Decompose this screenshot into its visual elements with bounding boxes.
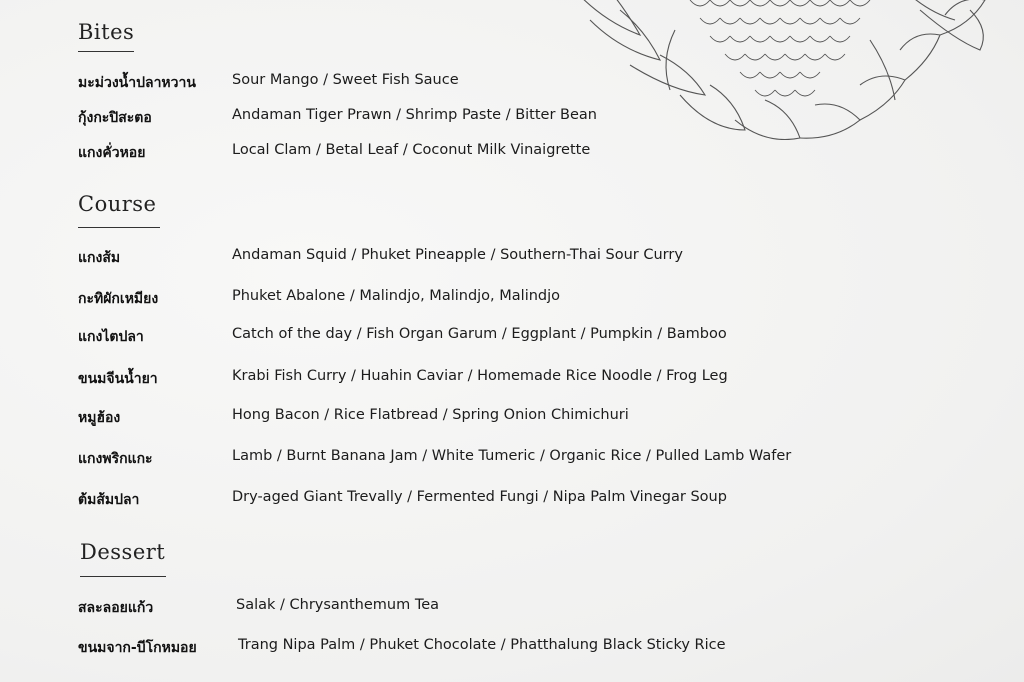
section-title-course: Course xyxy=(78,192,157,216)
section-title-bites: Bites xyxy=(78,20,135,44)
menu-item-description: Sour Mango / Sweet Fish Sauce xyxy=(232,72,459,88)
menu-item-thai-name: ขนมจาก-บีโกหมอย xyxy=(78,640,197,656)
menu-item-description: Hong Bacon / Rice Flatbread / Spring Onion Chimichuri xyxy=(232,407,629,423)
menu-item-thai-name: สละลอยแก้ว xyxy=(78,600,154,616)
menu-item-thai-name: กะทิผักเหมียง xyxy=(78,291,159,307)
menu-item-thai-name: แกงพริกแกะ xyxy=(78,451,153,467)
menu-item-description: Catch of the day / Fish Organ Garum / Eggplant / Pumpkin / Bamboo xyxy=(232,326,727,342)
menu-item-description: Phuket Abalone / Malindjo, Malindjo, Malindjo xyxy=(232,288,561,304)
menu-item-thai-name: ขนมจีนน้ำยา xyxy=(78,371,158,387)
menu-item-description: Salak / Chrysanthemum Tea xyxy=(236,597,440,613)
menu-item-thai-name: แกงส้ม xyxy=(78,250,121,266)
menu-item-thai-name: แกงคั่วหอย xyxy=(78,145,146,161)
section-title-dessert: Dessert xyxy=(80,540,166,564)
menu-item-description: Dry-aged Giant Trevally / Fermented Fungi / Nipa Palm Vinegar Soup xyxy=(232,489,727,505)
menu-item-description: Krabi Fish Curry / Huahin Caviar / Homemade Rice Noodle / Frog Leg xyxy=(232,368,728,384)
menu-item-description: Local Clam / Betal Leaf / Coconut Milk Vinaigrette xyxy=(232,142,591,158)
menu-item-description: Andaman Squid / Phuket Pineapple / Southern-Thai Sour Curry xyxy=(232,247,683,263)
menu-item-thai-name: แกงไตปลา xyxy=(78,329,144,345)
section-rule-dessert xyxy=(80,576,166,577)
menu-item-description: Trang Nipa Palm / Phuket Chocolate / Phatthalung Black Sticky Rice xyxy=(238,637,726,653)
section-rule-bites xyxy=(78,51,134,52)
flower-line-drawing-icon xyxy=(560,0,1020,140)
menu-item-thai-name: ต้มส้มปลา xyxy=(78,492,140,508)
section-rule-course xyxy=(78,227,160,228)
menu-item-description: Andaman Tiger Prawn / Shrimp Paste / Bitter Bean xyxy=(232,107,597,123)
menu-item-description: Lamb / Burnt Banana Jam / White Tumeric / Organic Rice / Pulled Lamb Wafer xyxy=(232,448,792,464)
menu-item-thai-name: กุ้งกะปิสะตอ xyxy=(78,110,152,126)
menu-item-thai-name: มะม่วงน้ำปลาหวาน xyxy=(78,75,196,91)
menu-item-thai-name: หมูฮ้อง xyxy=(78,410,121,426)
